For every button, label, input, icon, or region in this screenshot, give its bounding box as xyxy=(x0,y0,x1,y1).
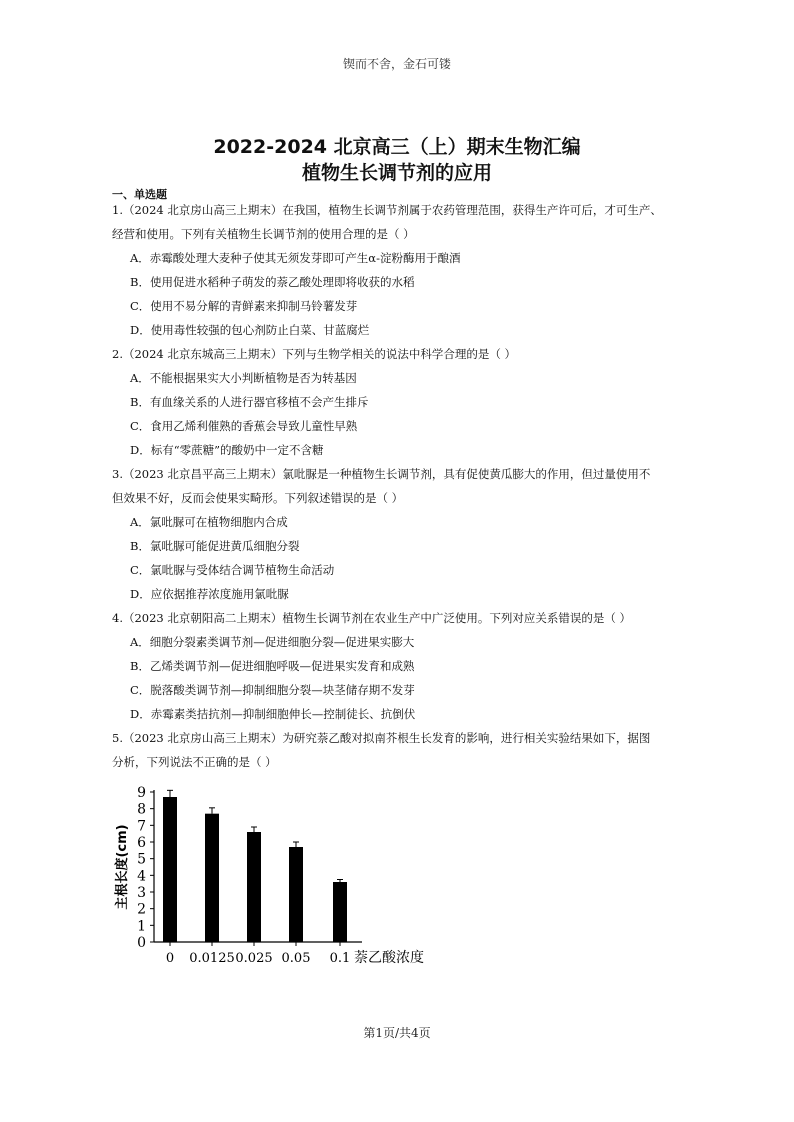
question-2-line-1: 2.（2024 北京东城高三上期末）下列与生物学相关的说法中科学合理的是（ ） xyxy=(112,347,517,361)
question-4-option-b: B．乙烯类调节剂—促进细胞呼吸—促进果实发育和成熟 xyxy=(130,659,415,673)
x-tick-label: 0 xyxy=(165,951,175,966)
question-3-option-b: B．氯吡脲可能促进黄瓜细胞分裂 xyxy=(130,539,300,553)
header-motto: 锲而不舍，金石可镂 xyxy=(342,57,451,71)
document-title: 2022-2024 北京高三（上）期末生物汇编 xyxy=(213,136,581,158)
question-5-line-2: 分析，下列说法不正确的是（ ） xyxy=(112,755,277,769)
question-5-line-1: 5.（2023 北京房山高三上期末）为研究萘乙酸对拟南芥根生长发育的影响，进行相关实验结果如下，据图 xyxy=(112,731,651,745)
y-tick-label: 5 xyxy=(137,851,146,868)
page-number: 第1页/共4页 xyxy=(363,1026,431,1040)
y-tick-label: 6 xyxy=(137,835,146,851)
question-2-option-a: A．不能根据果实大小判断植物是否为转基因 xyxy=(130,371,357,385)
question-4-line-1: 4.（2023 北京朝阳高二上期末）植物生长调节剂在农业生产中广泛使用。下列对应关系错误的是（ ） xyxy=(112,611,632,625)
x-tick-label: 0.025 xyxy=(235,951,273,966)
question-2-option-c: C．食用乙烯利催熟的香蕉会导致儿童性早熟 xyxy=(130,419,358,433)
question-3-line-1: 3.（2023 北京昌平高三上期末）氯吡脲是一种植物生长调节剂，具有促使黄瓜膨大的作用，但过量使用不 xyxy=(112,467,651,481)
question-2-option-d: D．标有“零蔗糖”的酸奶中一定不含糖 xyxy=(130,443,324,457)
bar xyxy=(205,814,219,942)
y-tick-label: 9 xyxy=(137,785,146,801)
question-4-option-c: C．脱落酸类调节剂—抑制细胞分裂—块茎储存期不发芽 xyxy=(130,683,415,697)
root-length-bar-chart xyxy=(112,778,452,978)
bar xyxy=(163,797,177,942)
document-subtitle: 植物生长调节剂的应用 xyxy=(301,162,492,184)
question-3-option-a: A．氯吡脲可在植物细胞内合成 xyxy=(130,515,288,529)
question-1-option-b: B．使用促进水稻种子萌发的萘乙酸处理即将收获的水稻 xyxy=(130,275,415,289)
y-tick-label: 7 xyxy=(137,818,146,835)
question-1-option-a: A．赤霉酸处理大麦种子使其无须发芽即可产生α-淀粉酶用于酿酒 xyxy=(130,251,461,265)
question-1-line-1: 1.（2024 北京房山高三上期末）在我国，植物生长调节剂属于农药管理范围，获得生产许可后，才可生产、 xyxy=(112,203,662,217)
y-tick-label: 3 xyxy=(137,885,146,901)
y-tick-label: 4 xyxy=(137,868,146,885)
question-2-option-b: B．有血缘关系的人进行器官移植不会产生排斥 xyxy=(130,395,369,409)
question-3-option-c: C．氯吡脲与受体结合调节植物生命活动 xyxy=(130,563,335,577)
x-tick-label: 0.1 xyxy=(329,951,351,966)
x-tick-label: 0.05 xyxy=(281,951,311,966)
section-heading: 一、单选题 xyxy=(112,188,167,201)
question-4-option-a: A．细胞分裂素类调节剂—促进细胞分裂—促进果实膨大 xyxy=(130,635,415,649)
y-axis-label: 主根长度(cm) xyxy=(115,824,130,910)
bar xyxy=(333,882,347,942)
question-4-option-d: D．赤霉素类拮抗剂—抑制细胞伸长—控制徒长、抗倒伏 xyxy=(130,707,416,721)
x-tick-label: 0.0125 xyxy=(189,951,235,966)
y-tick-label: 0 xyxy=(137,935,146,951)
question-1-line-2: 经营和使用。下列有关植物生长调节剂的使用合理的是（ ） xyxy=(112,227,415,241)
question-1-option-c: C．使用不易分解的青鲜素来抑制马铃薯发芽 xyxy=(130,299,358,313)
bar xyxy=(247,832,261,942)
bar xyxy=(289,847,303,942)
y-tick-label: 1 xyxy=(137,918,146,935)
y-tick-label: 8 xyxy=(137,801,146,818)
x-axis-label: 萘乙酸浓度 xyxy=(354,950,424,966)
question-1-option-d: D．使用毒性较强的包心剂防止白菜、甘蓝腐烂 xyxy=(130,323,370,337)
y-tick-label: 2 xyxy=(137,901,146,918)
question-3-line-2: 但效果不好，反而会使果实畸形。下列叙述错误的是（ ） xyxy=(112,491,404,505)
question-3-option-d: D．应依据推荐浓度施用氯吡脲 xyxy=(130,587,289,601)
